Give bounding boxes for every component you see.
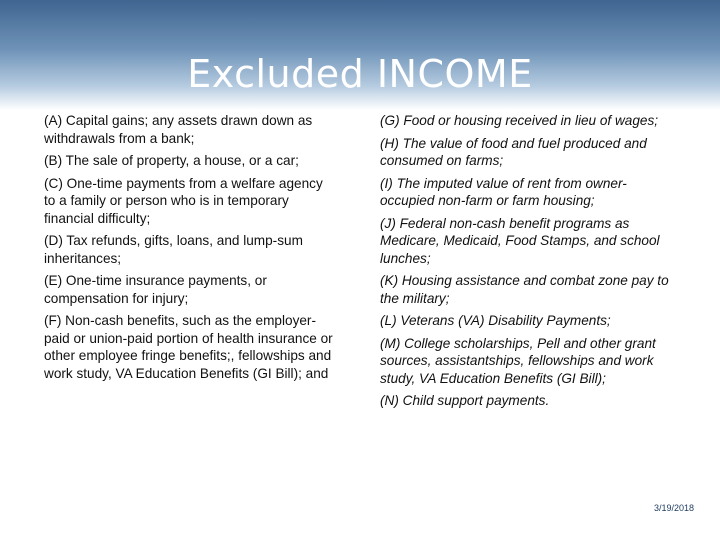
left-column	[44, 112, 334, 387]
list-item: (B) The sale of property, a house, or a car;	[44, 153, 299, 168]
list-item: (L) Veterans (VA) Disability Payments;	[380, 313, 611, 328]
list-item: (N) Child support payments.	[380, 393, 550, 408]
slide-date: 3/19/2018	[653, 503, 694, 513]
list-item: (G) Food or housing received in lieu of wages;	[380, 113, 659, 128]
list-item: (J) Federal non-cash benefit programs as Medicare, Medicaid, Food Stamps, and school lunches;	[380, 215, 660, 266]
list-item: (H) The value of food and fuel produced and consumed on farms;	[380, 135, 647, 168]
list-item: (A) Capital gains; any assets drawn down as withdrawals from a bank;	[44, 113, 313, 146]
list-item: (K) Housing assistance and combat zone pay to the military;	[380, 273, 669, 306]
list-item: (F) Non-cash benefits, such as the employer-paid or union-paid portion of health insurance or other employee fringe benefits;, fellowships and work study, VA Education Benefits (GI Bill); and	[44, 313, 333, 381]
right-column	[380, 112, 680, 415]
list-item: (I) The imputed value of rent from owner-occupied non-farm or farm housing;	[380, 175, 627, 208]
list-item: (M) College scholarships, Pell and other grant sources, assistantships, fellowships and work study, VA Education Benefits (GI Bill);	[380, 335, 656, 386]
list-item: (C) One-time payments from a welfare agency to a family or person who is in temporary financial difficulty;	[44, 175, 323, 226]
list-item: (D) Tax refunds, gifts, loans, and lump-sum inheritances;	[44, 233, 303, 266]
list-item: (E) One-time insurance payments, or compensation for injury;	[44, 273, 267, 306]
slide-title: Excluded INCOME	[187, 52, 533, 96]
